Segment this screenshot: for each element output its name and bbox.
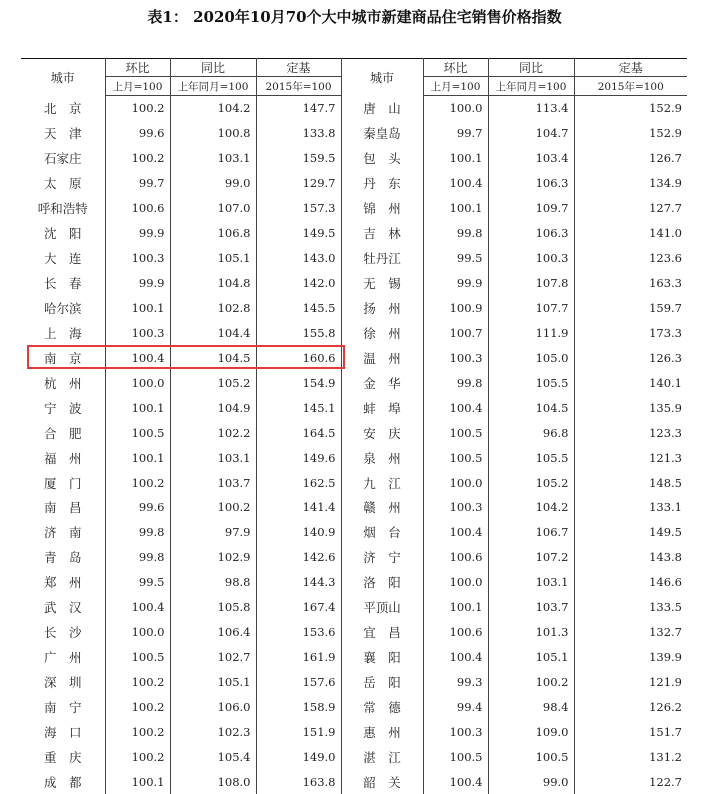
city-cell: 广 州: [21, 645, 105, 670]
yoy-cell: 106.8: [170, 221, 256, 246]
mom-cell: 99.7: [105, 171, 170, 196]
yoy-cell: 105.2: [488, 470, 574, 495]
city-cell: 南 京: [21, 345, 105, 370]
table-row: [21, 221, 687, 246]
header-base-left: 定基: [256, 59, 341, 77]
city-cell: 杭 州: [21, 370, 105, 395]
mom-cell: 100.2: [105, 470, 170, 495]
mom-cell: 100.2: [105, 670, 170, 695]
city-cell: 重 庆: [21, 744, 105, 769]
mom-cell: 99.3: [423, 670, 488, 695]
yoy-cell: 106.3: [488, 171, 574, 196]
city-cell: 宁 波: [21, 395, 105, 420]
base-cell: 121.9: [649, 675, 682, 690]
city-cell: 天 津: [21, 121, 105, 146]
city-cell: 九 江: [341, 470, 423, 495]
table-row: [21, 695, 687, 720]
table-row: [21, 420, 687, 445]
yoy-cell: 103.1: [488, 570, 574, 595]
base-cell: 133.5: [649, 600, 682, 615]
yoy-cell: 105.1: [170, 246, 256, 271]
mom-cell: 100.4: [423, 395, 488, 420]
yoy-cell: 111.9: [488, 320, 574, 345]
city-cell: 无 锡: [341, 271, 423, 296]
table-row: [21, 96, 687, 121]
yoy-cell: 105.4: [170, 744, 256, 769]
city-cell: 平顶山: [341, 595, 423, 620]
header-mom-right: 环比: [423, 59, 488, 77]
city-cell: 深 圳: [21, 670, 105, 695]
mom-cell: 100.3: [105, 246, 170, 271]
base-cell: 145.1: [256, 395, 341, 420]
mom-cell: 100.5: [105, 420, 170, 445]
subheader-mom-right: 上月=100: [423, 77, 488, 96]
mom-cell: 100.1: [105, 395, 170, 420]
city-cell: 南 宁: [21, 695, 105, 720]
table-row: [21, 520, 687, 545]
base-cell: 149.0: [256, 744, 341, 769]
city-cell: 湛 江: [341, 744, 423, 769]
city-cell: 吉 林: [341, 221, 423, 246]
mom-cell: 100.5: [423, 445, 488, 470]
table-row: [21, 545, 687, 570]
city-cell: 宜 昌: [341, 620, 423, 645]
mom-cell: 100.5: [423, 744, 488, 769]
city-cell: 安 庆: [341, 420, 423, 445]
city-cell: 徐 州: [341, 320, 423, 345]
table-row: [21, 196, 687, 221]
table-row: [21, 719, 687, 744]
yoy-cell: 106.3: [488, 221, 574, 246]
mom-cell: 100.4: [423, 171, 488, 196]
header-row: [21, 59, 687, 77]
city-cell: 武 汉: [21, 595, 105, 620]
table-row: [21, 570, 687, 595]
city-cell: 包 头: [341, 146, 423, 171]
table-row: [21, 595, 687, 620]
base-cell: 127.7: [649, 201, 682, 216]
mom-cell: 100.3: [423, 345, 488, 370]
mom-cell: 100.3: [423, 495, 488, 520]
table-row: [21, 620, 687, 645]
mom-cell: 100.3: [105, 320, 170, 345]
mom-cell: 99.9: [423, 271, 488, 296]
base-cell: 123.3: [649, 425, 682, 440]
mom-cell: 99.8: [423, 370, 488, 395]
mom-cell: 100.6: [423, 545, 488, 570]
base-cell: 162.5: [256, 470, 341, 495]
subheader-yoy-right: 上年同月=100: [488, 77, 574, 96]
base-cell: 152.9: [649, 101, 682, 116]
yoy-cell: 107.0: [170, 196, 256, 221]
city-cell: 岳 阳: [341, 670, 423, 695]
yoy-cell: 102.2: [170, 420, 256, 445]
table-row: [21, 345, 687, 370]
city-cell: 厦 门: [21, 470, 105, 495]
base-cell: 173.3: [649, 325, 682, 340]
base-cell: 153.6: [256, 620, 341, 645]
base-cell: 152.9: [649, 126, 682, 141]
yoy-cell: 104.2: [170, 96, 256, 121]
yoy-cell: 108.0: [170, 769, 256, 794]
base-cell: 151.7: [649, 724, 682, 739]
mom-cell: 100.0: [423, 570, 488, 595]
table-row: [21, 171, 687, 196]
table-row: [21, 395, 687, 420]
base-cell: 160.6: [256, 345, 341, 370]
city-cell: 海 口: [21, 719, 105, 744]
mom-cell: 100.1: [423, 595, 488, 620]
subheader-base-right: 2015年=100: [574, 77, 687, 96]
base-cell: 147.7: [256, 96, 341, 121]
mom-cell: 100.2: [105, 744, 170, 769]
yoy-cell: 103.1: [170, 445, 256, 470]
city-cell: 洛 阳: [341, 570, 423, 595]
mom-cell: 99.9: [105, 271, 170, 296]
base-cell: 148.5: [649, 475, 682, 490]
base-cell: 141.0: [649, 226, 682, 241]
base-cell: 123.6: [649, 251, 682, 266]
mom-cell: 100.4: [423, 769, 488, 794]
mom-cell: 100.4: [105, 345, 170, 370]
yoy-cell: 103.7: [488, 595, 574, 620]
city-cell: 秦皇岛: [341, 121, 423, 146]
mom-cell: 100.2: [105, 695, 170, 720]
mom-cell: 99.5: [423, 246, 488, 271]
city-cell: 烟 台: [341, 520, 423, 545]
base-cell: 149.5: [256, 221, 341, 246]
mom-cell: 100.2: [105, 146, 170, 171]
table-row: [21, 470, 687, 495]
base-cell: 135.9: [649, 400, 682, 415]
mom-cell: 99.8: [105, 520, 170, 545]
table-row: [21, 296, 687, 321]
yoy-cell: 99.0: [170, 171, 256, 196]
mom-cell: 100.6: [423, 620, 488, 645]
yoy-cell: 104.2: [488, 495, 574, 520]
yoy-cell: 97.9: [170, 520, 256, 545]
city-cell: 上 海: [21, 320, 105, 345]
base-cell: 144.3: [256, 570, 341, 595]
base-cell: 155.8: [256, 320, 341, 345]
header-base-right: 定基: [574, 59, 687, 77]
yoy-cell: 109.0: [488, 719, 574, 744]
yoy-cell: 101.3: [488, 620, 574, 645]
yoy-cell: 102.3: [170, 719, 256, 744]
mom-cell: 100.1: [105, 445, 170, 470]
page-title: 表1： 2020年10月70个大中城市新建商品住宅销售价格指数: [147, 8, 562, 26]
table-row: [21, 246, 687, 271]
mom-cell: 99.6: [105, 121, 170, 146]
mom-cell: 99.5: [105, 570, 170, 595]
table-row: [21, 495, 687, 520]
base-cell: 121.3: [649, 450, 682, 465]
table-row: [21, 121, 687, 146]
base-cell: 140.9: [256, 520, 341, 545]
city-cell: 石家庄: [21, 146, 105, 171]
base-cell: 161.9: [256, 645, 341, 670]
mom-cell: 100.0: [423, 470, 488, 495]
yoy-cell: 99.0: [488, 769, 574, 794]
city-cell: 呼和浩特: [21, 196, 105, 221]
base-cell: 122.7: [649, 774, 682, 789]
mom-cell: 100.9: [423, 296, 488, 321]
mom-cell: 100.0: [105, 620, 170, 645]
base-cell: 129.7: [256, 171, 341, 196]
yoy-cell: 105.2: [170, 370, 256, 395]
yoy-cell: 100.2: [170, 495, 256, 520]
yoy-cell: 104.5: [488, 395, 574, 420]
city-cell: 丹 东: [341, 171, 423, 196]
yoy-cell: 104.7: [488, 121, 574, 146]
mom-cell: 99.8: [105, 545, 170, 570]
table-row: [21, 370, 687, 395]
city-cell: 北 京: [21, 96, 105, 121]
subheader-base-left: 2015年=100: [256, 77, 341, 96]
mom-cell: 100.0: [423, 96, 488, 121]
base-cell: 163.8: [256, 769, 341, 794]
yoy-cell: 102.9: [170, 545, 256, 570]
yoy-cell: 105.5: [488, 445, 574, 470]
yoy-cell: 106.0: [170, 695, 256, 720]
city-cell: 金 华: [341, 370, 423, 395]
yoy-cell: 102.7: [170, 645, 256, 670]
table-row: [21, 146, 687, 171]
table-row: [21, 744, 687, 769]
city-cell: 合 肥: [21, 420, 105, 445]
city-cell: 青 岛: [21, 545, 105, 570]
city-cell: 蚌 埠: [341, 395, 423, 420]
yoy-cell: 107.8: [488, 271, 574, 296]
table-row: [21, 445, 687, 470]
table-row: [21, 271, 687, 296]
base-cell: 141.4: [256, 495, 341, 520]
yoy-cell: 105.1: [170, 670, 256, 695]
base-cell: 158.9: [256, 695, 341, 720]
city-cell: 沈 阳: [21, 221, 105, 246]
base-cell: 151.9: [256, 719, 341, 744]
mom-cell: 99.7: [423, 121, 488, 146]
header-city-left: 城市: [21, 59, 105, 96]
city-cell: 哈尔滨: [21, 296, 105, 321]
base-cell: 149.5: [649, 525, 682, 540]
yoy-cell: 100.2: [488, 670, 574, 695]
base-cell: 164.5: [256, 420, 341, 445]
base-cell: 132.7: [649, 625, 682, 640]
yoy-cell: 105.5: [488, 370, 574, 395]
base-cell: 140.1: [649, 375, 682, 390]
mom-cell: 99.9: [105, 221, 170, 246]
base-cell: 126.3: [649, 350, 682, 365]
yoy-cell: 103.7: [170, 470, 256, 495]
city-cell: 郑 州: [21, 570, 105, 595]
base-cell: 131.2: [649, 749, 682, 764]
city-cell: 赣 州: [341, 495, 423, 520]
table-row: [21, 320, 687, 345]
city-cell: 温 州: [341, 345, 423, 370]
base-cell: 143.0: [256, 246, 341, 271]
yoy-cell: 106.4: [170, 620, 256, 645]
yoy-cell: 96.8: [488, 420, 574, 445]
mom-cell: 99.4: [423, 695, 488, 720]
subheader-mom-left: 上月=100: [105, 77, 170, 96]
yoy-cell: 104.8: [170, 271, 256, 296]
yoy-cell: 103.4: [488, 146, 574, 171]
yoy-cell: 98.8: [170, 570, 256, 595]
base-cell: 139.9: [649, 650, 682, 665]
yoy-cell: 104.4: [170, 320, 256, 345]
mom-cell: 100.0: [105, 370, 170, 395]
mom-cell: 100.3: [423, 719, 488, 744]
base-cell: 157.3: [256, 196, 341, 221]
mom-cell: 100.2: [105, 96, 170, 121]
base-cell: 134.9: [649, 176, 682, 191]
mom-cell: 100.4: [423, 645, 488, 670]
subheader-yoy-left: 上年同月=100: [170, 77, 256, 96]
yoy-cell: 102.8: [170, 296, 256, 321]
base-cell: 154.9: [256, 370, 341, 395]
mom-cell: 100.4: [423, 520, 488, 545]
yoy-cell: 100.5: [488, 744, 574, 769]
city-cell: 扬 州: [341, 296, 423, 321]
mom-cell: 100.6: [105, 196, 170, 221]
base-cell: 133.8: [256, 121, 341, 146]
yoy-cell: 105.0: [488, 345, 574, 370]
city-cell: 长 沙: [21, 620, 105, 645]
base-cell: 126.2: [649, 699, 682, 714]
base-cell: 133.1: [649, 500, 682, 515]
mom-cell: 100.5: [423, 420, 488, 445]
city-cell: 惠 州: [341, 719, 423, 744]
base-cell: 159.5: [256, 146, 341, 171]
table-row: [21, 670, 687, 695]
header-yoy-right: 同比: [488, 59, 574, 77]
yoy-cell: 109.7: [488, 196, 574, 221]
city-cell: 韶 关: [341, 769, 423, 794]
city-cell: 泉 州: [341, 445, 423, 470]
city-cell: 南 昌: [21, 495, 105, 520]
yoy-cell: 100.8: [170, 121, 256, 146]
yoy-cell: 113.4: [488, 96, 574, 121]
mom-cell: 100.1: [105, 296, 170, 321]
city-cell: 襄 阳: [341, 645, 423, 670]
yoy-cell: 107.7: [488, 296, 574, 321]
mom-cell: 100.5: [105, 645, 170, 670]
yoy-cell: 106.7: [488, 520, 574, 545]
mom-cell: 100.1: [105, 769, 170, 794]
city-cell: 济 南: [21, 520, 105, 545]
base-cell: 142.0: [256, 271, 341, 296]
city-cell: 济 宁: [341, 545, 423, 570]
city-cell: 大 连: [21, 246, 105, 271]
city-cell: 太 原: [21, 171, 105, 196]
yoy-cell: 107.2: [488, 545, 574, 570]
base-cell: 142.6: [256, 545, 341, 570]
table-row: [21, 645, 687, 670]
mom-cell: 99.8: [423, 221, 488, 246]
base-cell: 157.6: [256, 670, 341, 695]
header-mom-left: 环比: [105, 59, 170, 77]
yoy-cell: 104.9: [170, 395, 256, 420]
base-cell: 145.5: [256, 296, 341, 321]
city-cell: 唐 山: [341, 96, 423, 121]
city-cell: 常 德: [341, 695, 423, 720]
base-cell: 149.6: [256, 445, 341, 470]
mom-cell: 100.2: [105, 719, 170, 744]
yoy-cell: 98.4: [488, 695, 574, 720]
city-cell: 牡丹江: [341, 246, 423, 271]
base-cell: 167.4: [256, 595, 341, 620]
city-cell: 长 春: [21, 271, 105, 296]
base-cell: 143.8: [649, 550, 682, 565]
yoy-cell: 104.5: [170, 345, 256, 370]
price-index-table: [21, 58, 687, 794]
mom-cell: 99.6: [105, 495, 170, 520]
header-yoy-left: 同比: [170, 59, 256, 77]
base-cell: 163.3: [649, 276, 682, 291]
base-cell: 126.7: [649, 151, 682, 166]
table-body: [21, 96, 687, 794]
mom-cell: 100.7: [423, 320, 488, 345]
city-cell: 锦 州: [341, 196, 423, 221]
yoy-cell: 105.1: [488, 645, 574, 670]
yoy-cell: 105.8: [170, 595, 256, 620]
table-row: [21, 769, 687, 794]
base-cell: 159.7: [649, 300, 682, 315]
header-city-right: 城市: [341, 59, 423, 96]
mom-cell: 100.1: [423, 196, 488, 221]
city-cell: 成 都: [21, 769, 105, 794]
city-cell: 福 州: [21, 445, 105, 470]
yoy-cell: 103.1: [170, 146, 256, 171]
base-cell: 146.6: [649, 575, 682, 590]
yoy-cell: 100.3: [488, 246, 574, 271]
mom-cell: 100.4: [105, 595, 170, 620]
mom-cell: 100.1: [423, 146, 488, 171]
